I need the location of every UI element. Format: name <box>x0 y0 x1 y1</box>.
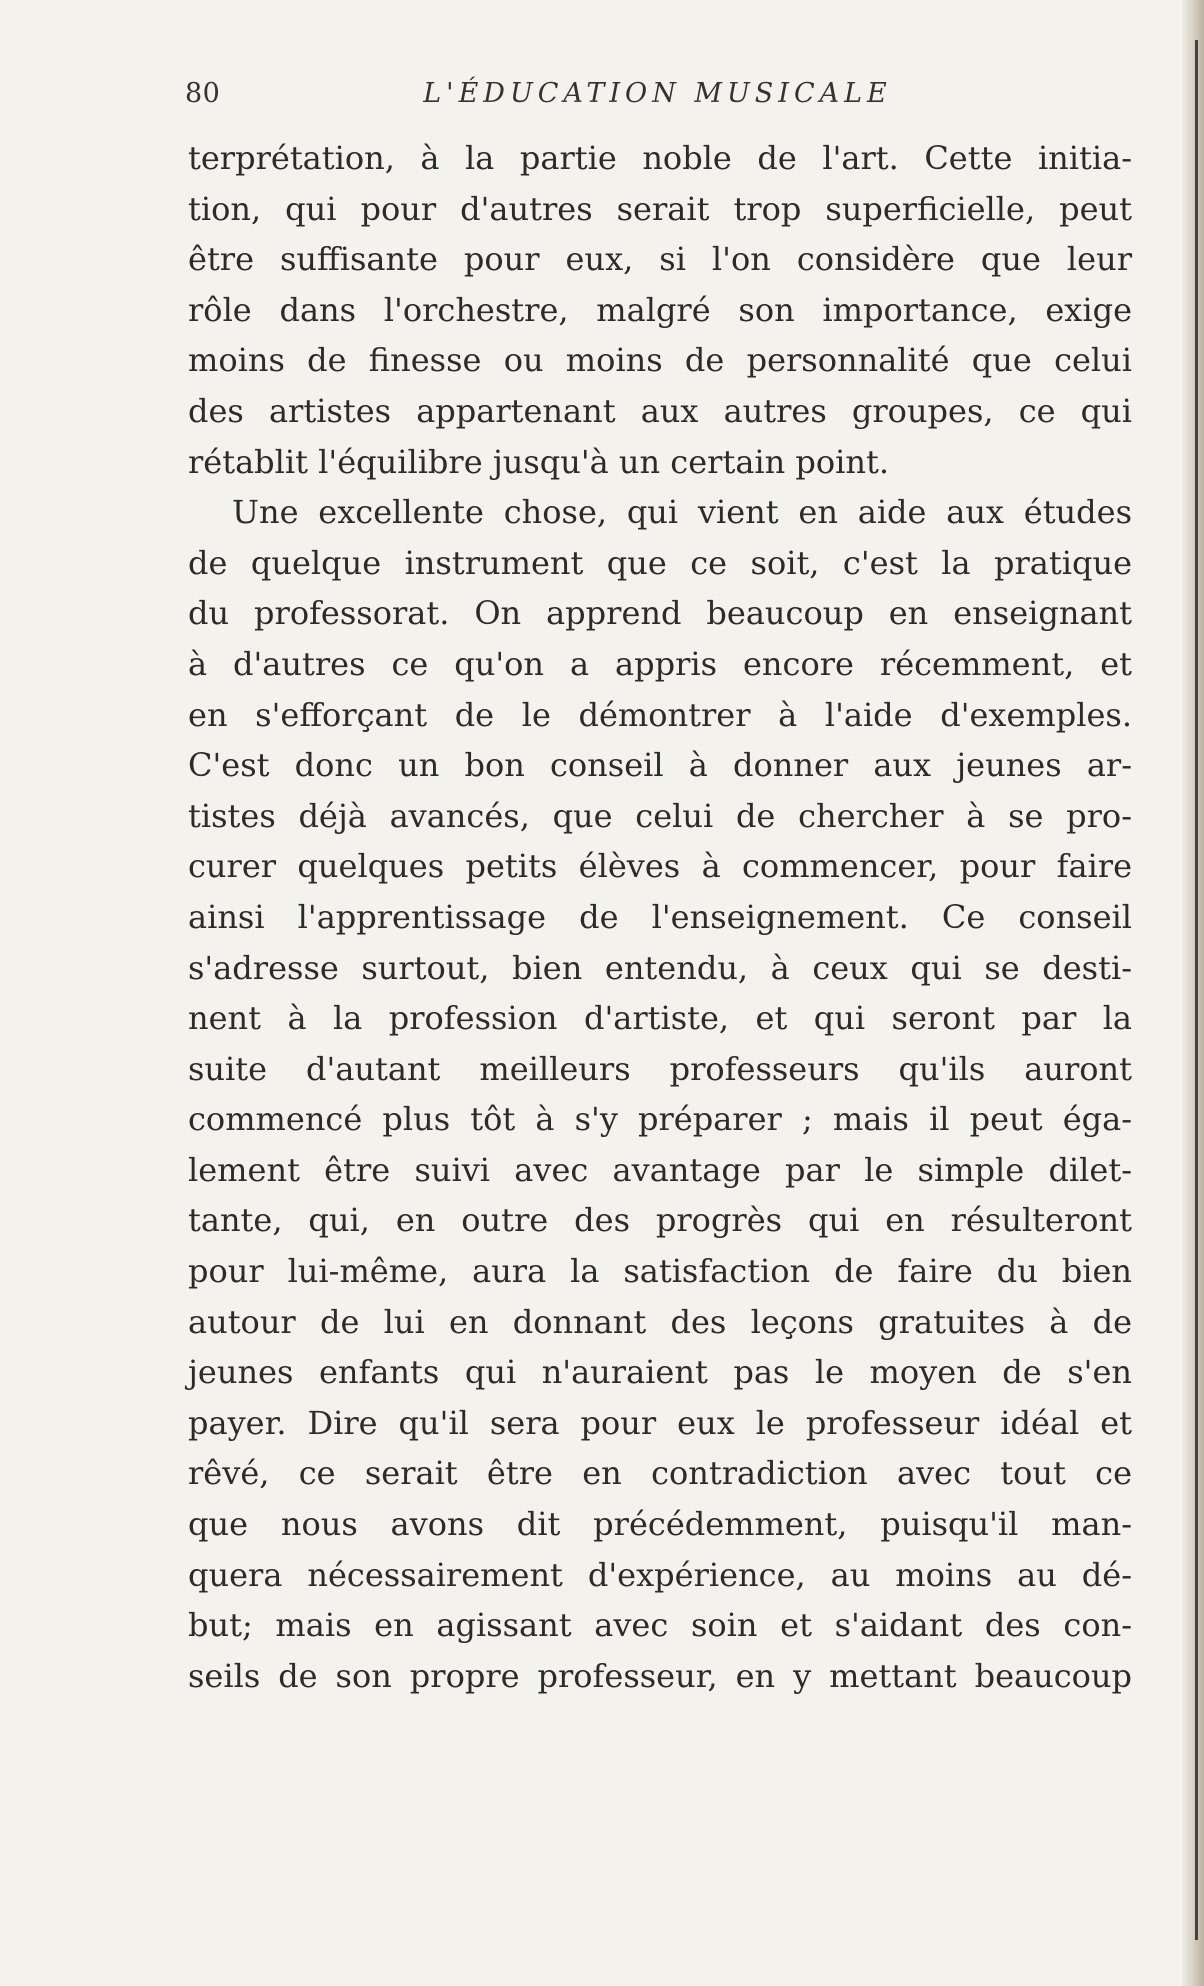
text-line: but; mais en agissant avec soin et s'aidant des con- <box>188 1606 1132 1645</box>
text-line: nent à la profession d'artiste, et qui seront par la <box>188 999 1132 1038</box>
text-line: lement être suivi avec avantage par le simple dilet- <box>188 1150 1132 1189</box>
text-line: jeunes enfants qui n'auraient pas le moyen de s'en <box>188 1353 1132 1392</box>
body-text <box>188 133 1132 1701</box>
running-title: L'ÉDUCATION MUSICALE <box>423 78 892 109</box>
text-line: s'adresse surtout, bien entendu, à ceux qui se desti- <box>188 948 1132 987</box>
text-line: autour de lui en donnant des leçons gratuites à de <box>188 1302 1132 1341</box>
text-line: en s'efforçant de le démontrer à l'aide d'exemples. <box>188 695 1132 734</box>
text-line: tion, qui pour d'autres serait trop superficielle, peut <box>188 189 1132 228</box>
text-line: tante, qui, en outre des progrès qui en résulteront <box>188 1201 1132 1240</box>
page-number: 80 <box>185 78 221 109</box>
text-line: payer. Dire qu'il sera pour eux le professeur idéal et <box>188 1403 1132 1442</box>
text-line: rétablit l'équilibre jusqu'à un certain point. <box>188 442 890 481</box>
binding-shadow-line <box>1195 40 1198 1940</box>
text-line: pour lui-même, aura la satisfaction de faire du bien <box>188 1252 1132 1291</box>
paragraph-start-line: Une excellente chose, qui vient en aide aux études <box>232 493 1132 532</box>
text-line: quera nécessairement d'expérience, au moins au dé- <box>188 1555 1132 1594</box>
text-line: seils de son propre professeur, en y mettant beaucoup <box>188 1656 1132 1695</box>
text-line: moins de finesse ou moins de personnalité que celui <box>188 341 1132 380</box>
text-line: de quelque instrument que ce soit, c'est la pratique <box>188 543 1132 582</box>
text-line: C'est donc un bon conseil à donner aux jeunes ar- <box>188 746 1132 785</box>
text-line: suite d'autant meilleurs professeurs qu'ils auront <box>188 1049 1132 1088</box>
text-line: être suffisante pour eux, si l'on considère que leur <box>188 240 1132 279</box>
text-line: rêvé, ce serait être en contradiction avec tout ce <box>188 1454 1132 1493</box>
text-line: terprétation, à la partie noble de l'art. Cette initia- <box>188 139 1132 177</box>
page-header <box>185 78 1130 112</box>
text-line: que nous avons dit précédemment, puisqu'il man- <box>188 1505 1132 1544</box>
text-line: à d'autres ce qu'on a appris encore récemment, et <box>188 644 1132 683</box>
text-line: des artistes appartenant aux autres groupes, ce qui <box>188 391 1132 430</box>
text-line: ainsi l'apprentissage de l'enseignement. Ce conseil <box>188 897 1132 936</box>
text-line: du professorat. On apprend beaucoup en enseignant <box>188 594 1132 633</box>
text-line: curer quelques petits élèves à commencer, pour faire <box>188 847 1132 886</box>
text-line: commencé plus tôt à s'y préparer ; mais il peut éga- <box>188 1100 1132 1139</box>
text-line: rôle dans l'orchestre, malgré son importance, exige <box>188 290 1132 329</box>
text-line: tistes déjà avancés, que celui de chercher à se pro- <box>188 796 1132 835</box>
page-binding-edge <box>1182 0 1204 1986</box>
